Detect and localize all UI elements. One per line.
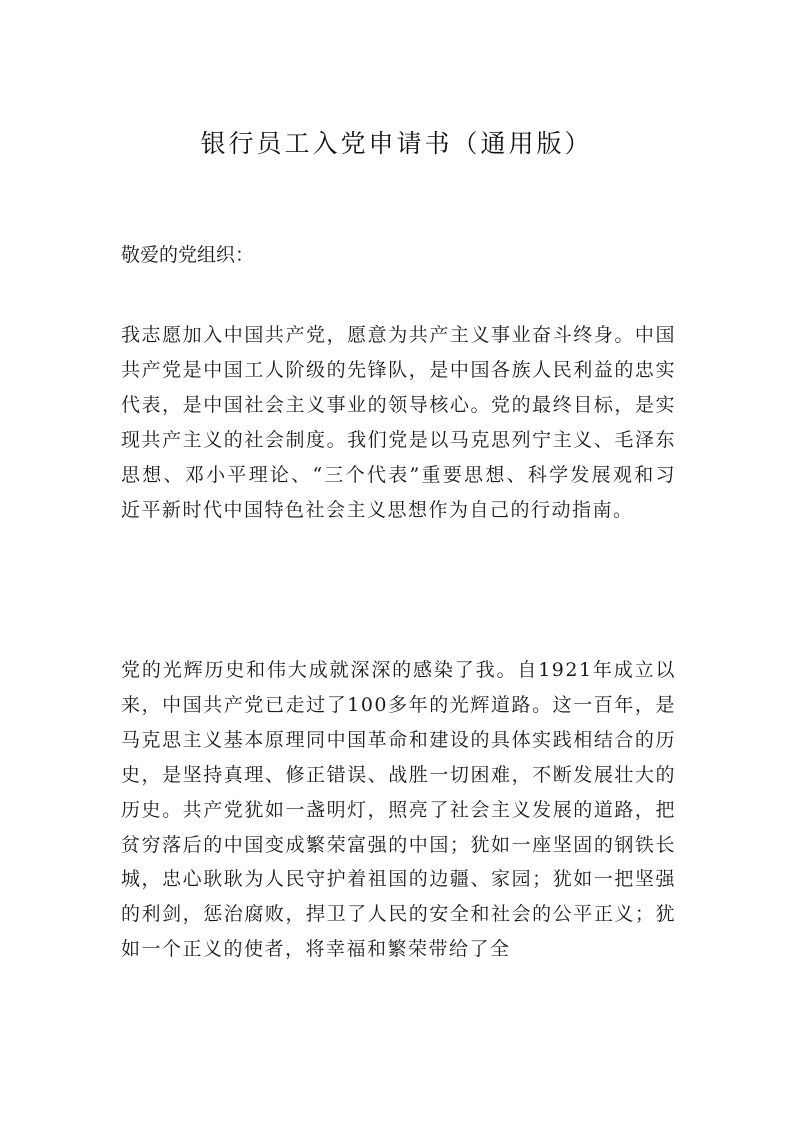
salutation: 敬爱的党组织： [121, 244, 255, 266]
paragraph-2: 党的光辉历史和伟大成就深深的感染了我。自1921年成立以来，中国共产党已走过了100多年的光辉道路。这一百年，是马克思主义基本原理同中国革命和建设的具体实践相结合的历史，是坚持真理、修正错误、战胜一切困难，不断发展壮大的历史。共产党犹如一盏明灯，照亮了社会主义发展的道路，把贫穷落后的中国变成繁荣富强的中国；犹如一座坚固的钢铁长城，忠心耿耿为人民守护着祖国的边疆、家园；犹如一把坚强的利剑，惩治腐败，捍卫了人民的安全和社会的公平正义；犹如一个正义的使者，将幸福和繁荣带给了全 [121, 659, 676, 961]
paragraph-1: 我志愿加入中国共产党，愿意为共产主义事业奋斗终身。中国共产党是中国工人阶级的先锋队，是中国各族人民利益的忠实代表，是中国社会主义事业的领导核心。党的最终目标，是实现共产主义的社会制度。我们党是以马克思列宁主义、毛泽东思想、邓小平理论、“三个代表”重要思想、科学发展观和习近平新时代中国特色社会主义思想作为自己的行动指南。 [121, 324, 676, 521]
document-title: 银行员工入党申请书（通用版） [200, 129, 593, 158]
